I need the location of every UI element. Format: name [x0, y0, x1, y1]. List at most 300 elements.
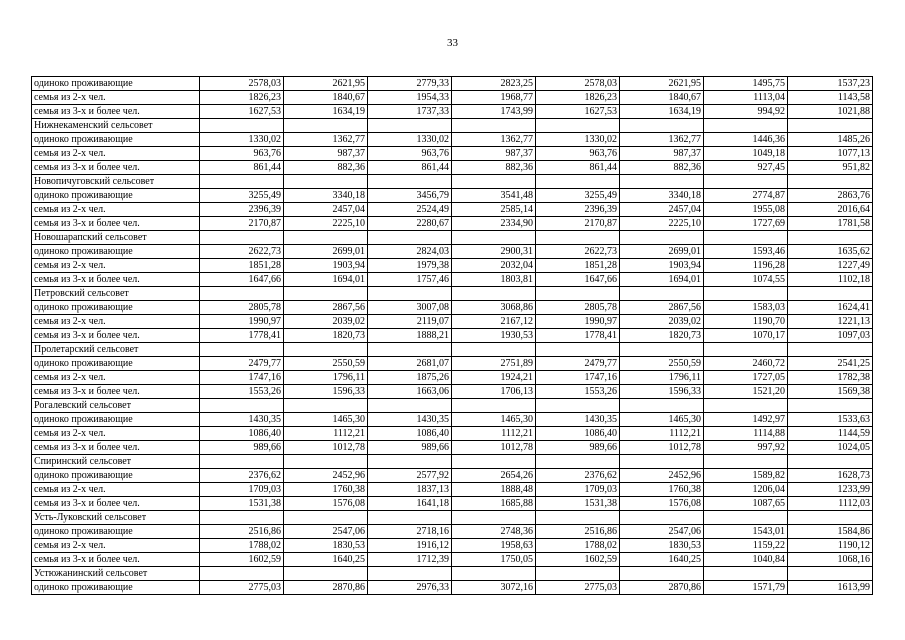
value-cell: 2170,87 — [536, 217, 620, 231]
empty-cell — [284, 175, 368, 189]
value-cell: 2225,10 — [620, 217, 704, 231]
value-cell: 1114,88 — [704, 427, 788, 441]
empty-cell — [200, 175, 284, 189]
empty-cell — [788, 175, 873, 189]
table-row — [32, 371, 873, 385]
value-cell: 1979,38 — [368, 259, 452, 273]
section-header-row — [32, 231, 873, 245]
empty-cell — [368, 399, 452, 413]
value-cell: 1737,33 — [368, 105, 452, 119]
value-cell: 1144,59 — [788, 427, 873, 441]
empty-cell — [368, 343, 452, 357]
empty-cell — [452, 175, 536, 189]
row-label: семья из 3-х и более чел. — [32, 441, 200, 455]
value-cell: 1430,35 — [368, 413, 452, 427]
value-cell: 1781,58 — [788, 217, 873, 231]
value-cell: 1760,38 — [620, 483, 704, 497]
empty-cell — [284, 119, 368, 133]
value-cell: 1485,26 — [788, 133, 873, 147]
value-cell: 1627,53 — [536, 105, 620, 119]
value-cell: 2039,02 — [284, 315, 368, 329]
empty-cell — [284, 231, 368, 245]
value-cell: 1727,05 — [704, 371, 788, 385]
empty-cell — [200, 399, 284, 413]
value-cell: 963,76 — [368, 147, 452, 161]
value-cell: 1685,88 — [452, 497, 536, 511]
value-cell: 1531,38 — [536, 497, 620, 511]
empty-cell — [704, 511, 788, 525]
value-cell: 2452,96 — [620, 469, 704, 483]
empty-cell — [620, 399, 704, 413]
value-cell: 1024,05 — [788, 441, 873, 455]
value-cell: 1190,12 — [788, 539, 873, 553]
value-cell: 1613,99 — [788, 581, 873, 595]
value-cell: 1584,86 — [788, 525, 873, 539]
table-row — [32, 357, 873, 371]
value-cell: 1492,97 — [704, 413, 788, 427]
value-cell: 1465,30 — [284, 413, 368, 427]
empty-cell — [536, 343, 620, 357]
value-cell: 2334,90 — [452, 217, 536, 231]
value-cell: 1430,35 — [536, 413, 620, 427]
value-cell: 1875,26 — [368, 371, 452, 385]
value-cell: 1640,25 — [620, 553, 704, 567]
table-row — [32, 483, 873, 497]
value-cell: 1743,99 — [452, 105, 536, 119]
empty-cell — [200, 231, 284, 245]
value-cell: 1826,23 — [536, 91, 620, 105]
section-title: Пролетарский сельсовет — [32, 343, 200, 357]
table-row — [32, 161, 873, 175]
value-cell: 1727,69 — [704, 217, 788, 231]
empty-cell — [536, 231, 620, 245]
value-cell: 2280,67 — [368, 217, 452, 231]
empty-cell — [620, 287, 704, 301]
value-cell: 3072,16 — [452, 581, 536, 595]
value-cell: 1694,01 — [620, 273, 704, 287]
value-cell: 1362,77 — [620, 133, 704, 147]
value-cell: 2823,25 — [452, 77, 536, 91]
value-cell: 1330,02 — [536, 133, 620, 147]
empty-cell — [368, 231, 452, 245]
row-label: семья из 2-х чел. — [32, 427, 200, 441]
value-cell: 2578,03 — [536, 77, 620, 91]
empty-cell — [368, 511, 452, 525]
section-title: Спиринский сельсовет — [32, 455, 200, 469]
empty-cell — [452, 399, 536, 413]
value-cell: 861,44 — [536, 161, 620, 175]
value-cell: 1569,38 — [788, 385, 873, 399]
value-cell: 2032,04 — [452, 259, 536, 273]
value-cell: 1465,30 — [452, 413, 536, 427]
empty-cell — [536, 455, 620, 469]
value-cell: 2547,06 — [620, 525, 704, 539]
row-label: семья из 3-х и более чел. — [32, 553, 200, 567]
value-cell: 2396,39 — [200, 203, 284, 217]
row-label: семья из 2-х чел. — [32, 483, 200, 497]
value-cell: 2863,76 — [788, 189, 873, 203]
value-cell: 2621,95 — [284, 77, 368, 91]
value-cell: 1113,04 — [704, 91, 788, 105]
value-cell: 2396,39 — [536, 203, 620, 217]
empty-cell — [704, 287, 788, 301]
value-cell: 2016,64 — [788, 203, 873, 217]
value-cell: 1635,62 — [788, 245, 873, 259]
value-cell: 1640,25 — [284, 553, 368, 567]
table-row — [32, 105, 873, 119]
value-cell: 1820,73 — [284, 329, 368, 343]
value-cell: 1990,97 — [200, 315, 284, 329]
value-cell: 1593,46 — [704, 245, 788, 259]
value-cell: 2870,86 — [620, 581, 704, 595]
value-cell: 1747,16 — [536, 371, 620, 385]
row-label: одиноко проживающие — [32, 77, 200, 91]
value-cell: 2775,03 — [200, 581, 284, 595]
value-cell: 1362,77 — [452, 133, 536, 147]
value-cell: 882,36 — [620, 161, 704, 175]
value-cell: 2681,07 — [368, 357, 452, 371]
value-cell: 2550,59 — [284, 357, 368, 371]
value-cell: 2621,95 — [620, 77, 704, 91]
row-label: семья из 3-х и более чел. — [32, 161, 200, 175]
value-cell: 2516,86 — [536, 525, 620, 539]
value-cell: 963,76 — [200, 147, 284, 161]
value-cell: 1757,46 — [368, 273, 452, 287]
value-cell: 3255,49 — [200, 189, 284, 203]
empty-cell — [620, 511, 704, 525]
table-row — [32, 469, 873, 483]
value-cell: 2547,06 — [284, 525, 368, 539]
value-cell: 882,36 — [452, 161, 536, 175]
value-cell: 1465,30 — [620, 413, 704, 427]
value-cell: 1012,78 — [452, 441, 536, 455]
value-cell: 1602,59 — [536, 553, 620, 567]
value-cell: 1543,01 — [704, 525, 788, 539]
value-cell: 2457,04 — [620, 203, 704, 217]
section-header-row — [32, 399, 873, 413]
value-cell: 2654,26 — [452, 469, 536, 483]
table-row — [32, 245, 873, 259]
value-cell: 2900,31 — [452, 245, 536, 259]
table-row — [32, 441, 873, 455]
value-cell: 1796,11 — [284, 371, 368, 385]
empty-cell — [284, 399, 368, 413]
value-cell: 1112,03 — [788, 497, 873, 511]
row-label: одиноко проживающие — [32, 413, 200, 427]
table-row — [32, 133, 873, 147]
empty-cell — [704, 119, 788, 133]
value-cell: 1624,41 — [788, 301, 873, 315]
value-cell: 1446,36 — [704, 133, 788, 147]
value-cell: 2622,73 — [200, 245, 284, 259]
empty-cell — [704, 567, 788, 581]
value-cell: 2622,73 — [536, 245, 620, 259]
value-cell: 1362,77 — [284, 133, 368, 147]
empty-cell — [200, 511, 284, 525]
value-cell: 2751,89 — [452, 357, 536, 371]
value-cell: 1553,26 — [536, 385, 620, 399]
row-label: одиноко проживающие — [32, 525, 200, 539]
empty-cell — [284, 567, 368, 581]
value-cell: 1837,13 — [368, 483, 452, 497]
value-cell: 987,37 — [284, 147, 368, 161]
empty-cell — [704, 231, 788, 245]
value-cell: 1663,06 — [368, 385, 452, 399]
value-cell: 1086,40 — [200, 427, 284, 441]
value-cell: 2170,87 — [200, 217, 284, 231]
row-label: семья из 3-х и более чел. — [32, 385, 200, 399]
value-cell: 1709,03 — [200, 483, 284, 497]
row-label: семья из 2-х чел. — [32, 259, 200, 273]
value-cell: 1087,65 — [704, 497, 788, 511]
value-cell: 1968,77 — [452, 91, 536, 105]
value-cell: 1227,49 — [788, 259, 873, 273]
value-cell: 2775,03 — [536, 581, 620, 595]
empty-cell — [536, 119, 620, 133]
table-row — [32, 413, 873, 427]
value-cell: 1706,13 — [452, 385, 536, 399]
value-cell: 2541,25 — [788, 357, 873, 371]
empty-cell — [620, 175, 704, 189]
empty-cell — [200, 119, 284, 133]
empty-cell — [620, 455, 704, 469]
value-cell: 2516,86 — [200, 525, 284, 539]
empty-cell — [620, 231, 704, 245]
empty-cell — [452, 343, 536, 357]
row-label: семья из 2-х чел. — [32, 91, 200, 105]
empty-cell — [788, 567, 873, 581]
value-cell: 1589,82 — [704, 469, 788, 483]
value-cell: 3340,18 — [284, 189, 368, 203]
value-cell: 1709,03 — [536, 483, 620, 497]
row-label: семья из 2-х чел. — [32, 315, 200, 329]
value-cell: 1930,53 — [452, 329, 536, 343]
value-cell: 861,44 — [200, 161, 284, 175]
value-cell: 1068,16 — [788, 553, 873, 567]
value-cell: 1190,70 — [704, 315, 788, 329]
value-cell: 2376,62 — [200, 469, 284, 483]
empty-cell — [788, 511, 873, 525]
empty-cell — [284, 511, 368, 525]
value-cell: 3340,18 — [620, 189, 704, 203]
table-row — [32, 273, 873, 287]
value-cell: 1196,28 — [704, 259, 788, 273]
empty-cell — [536, 511, 620, 525]
table-body — [32, 77, 873, 595]
value-cell: 2699,01 — [620, 245, 704, 259]
value-cell: 1694,01 — [284, 273, 368, 287]
value-cell: 1634,19 — [620, 105, 704, 119]
row-label: семья из 3-х и более чел. — [32, 329, 200, 343]
value-cell: 2460,72 — [704, 357, 788, 371]
section-header-row — [32, 119, 873, 133]
value-cell: 1851,28 — [200, 259, 284, 273]
value-cell: 1049,18 — [704, 147, 788, 161]
value-cell: 2779,33 — [368, 77, 452, 91]
section-title: Петровский сельсовет — [32, 287, 200, 301]
empty-cell — [284, 343, 368, 357]
row-label: семья из 2-х чел. — [32, 147, 200, 161]
empty-cell — [620, 343, 704, 357]
row-label: одиноко проживающие — [32, 133, 200, 147]
row-label: одиноко проживающие — [32, 469, 200, 483]
empty-cell — [452, 511, 536, 525]
value-cell: 1778,41 — [536, 329, 620, 343]
table-row — [32, 497, 873, 511]
page-number: 33 — [447, 37, 458, 49]
empty-cell — [368, 455, 452, 469]
value-cell: 1330,02 — [368, 133, 452, 147]
row-label: одиноко проживающие — [32, 245, 200, 259]
value-cell: 3255,49 — [536, 189, 620, 203]
value-cell: 1074,55 — [704, 273, 788, 287]
value-cell: 1747,16 — [200, 371, 284, 385]
value-cell: 2452,96 — [284, 469, 368, 483]
table-row — [32, 315, 873, 329]
value-cell: 1521,20 — [704, 385, 788, 399]
value-cell: 1430,35 — [200, 413, 284, 427]
value-cell: 1533,63 — [788, 413, 873, 427]
value-cell: 1143,58 — [788, 91, 873, 105]
empty-cell — [620, 119, 704, 133]
value-cell: 2376,62 — [536, 469, 620, 483]
empty-cell — [452, 455, 536, 469]
value-cell: 1788,02 — [200, 539, 284, 553]
table-row — [32, 385, 873, 399]
value-cell: 951,82 — [788, 161, 873, 175]
section-header-row — [32, 455, 873, 469]
empty-cell — [536, 175, 620, 189]
section-title: Рогалевский сельсовет — [32, 399, 200, 413]
value-cell: 3068,86 — [452, 301, 536, 315]
value-cell: 1206,04 — [704, 483, 788, 497]
row-label: одиноко проживающие — [32, 357, 200, 371]
value-cell: 1647,66 — [200, 273, 284, 287]
table-row — [32, 553, 873, 567]
row-label: семья из 2-х чел. — [32, 539, 200, 553]
empty-cell — [200, 567, 284, 581]
value-cell: 2976,33 — [368, 581, 452, 595]
section-header-row — [32, 511, 873, 525]
row-label: семья из 3-х и более чел. — [32, 497, 200, 511]
empty-cell — [788, 287, 873, 301]
table-row — [32, 147, 873, 161]
value-cell: 1627,53 — [200, 105, 284, 119]
empty-cell — [788, 455, 873, 469]
value-cell: 1958,63 — [452, 539, 536, 553]
value-cell: 1924,21 — [452, 371, 536, 385]
tariff-table — [31, 76, 873, 595]
value-cell: 2578,03 — [200, 77, 284, 91]
value-cell: 3007,08 — [368, 301, 452, 315]
value-cell: 1086,40 — [536, 427, 620, 441]
value-cell: 1888,48 — [452, 483, 536, 497]
value-cell: 1012,78 — [620, 441, 704, 455]
value-cell: 1778,41 — [200, 329, 284, 343]
value-cell: 1851,28 — [536, 259, 620, 273]
value-cell: 1628,73 — [788, 469, 873, 483]
table-row — [32, 525, 873, 539]
value-cell: 1102,18 — [788, 273, 873, 287]
value-cell: 1903,94 — [284, 259, 368, 273]
value-cell: 3456,79 — [368, 189, 452, 203]
value-cell: 1830,53 — [284, 539, 368, 553]
value-cell: 2805,78 — [200, 301, 284, 315]
row-label: одиноко проживающие — [32, 189, 200, 203]
empty-cell — [200, 343, 284, 357]
value-cell: 1233,99 — [788, 483, 873, 497]
empty-cell — [788, 231, 873, 245]
value-cell: 3541,48 — [452, 189, 536, 203]
value-cell: 1641,18 — [368, 497, 452, 511]
section-title: Нижнекаменский сельсовет — [32, 119, 200, 133]
empty-cell — [200, 287, 284, 301]
value-cell: 1760,38 — [284, 483, 368, 497]
empty-cell — [368, 567, 452, 581]
empty-cell — [368, 119, 452, 133]
empty-cell — [536, 287, 620, 301]
value-cell: 1040,84 — [704, 553, 788, 567]
empty-cell — [284, 287, 368, 301]
value-cell: 1576,08 — [284, 497, 368, 511]
value-cell: 1903,94 — [620, 259, 704, 273]
value-cell: 989,66 — [368, 441, 452, 455]
value-cell: 1916,12 — [368, 539, 452, 553]
value-cell: 1553,26 — [200, 385, 284, 399]
empty-cell — [368, 175, 452, 189]
value-cell: 1954,33 — [368, 91, 452, 105]
value-cell: 1112,21 — [620, 427, 704, 441]
value-cell: 2699,01 — [284, 245, 368, 259]
value-cell: 1571,79 — [704, 581, 788, 595]
empty-cell — [788, 343, 873, 357]
section-header-row — [32, 287, 873, 301]
value-cell: 1596,33 — [620, 385, 704, 399]
table-row — [32, 189, 873, 203]
value-cell: 1830,53 — [620, 539, 704, 553]
value-cell: 987,37 — [452, 147, 536, 161]
section-header-row — [32, 175, 873, 189]
value-cell: 1820,73 — [620, 329, 704, 343]
value-cell: 1221,13 — [788, 315, 873, 329]
section-title: Новопичуговский сельсовет — [32, 175, 200, 189]
value-cell: 1537,23 — [788, 77, 873, 91]
value-cell: 989,66 — [536, 441, 620, 455]
value-cell: 1796,11 — [620, 371, 704, 385]
table-row — [32, 539, 873, 553]
row-label: одиноко проживающие — [32, 581, 200, 595]
table-row — [32, 77, 873, 91]
value-cell: 1826,23 — [200, 91, 284, 105]
value-cell: 2774,87 — [704, 189, 788, 203]
row-label: семья из 2-х чел. — [32, 371, 200, 385]
value-cell: 1647,66 — [536, 273, 620, 287]
value-cell: 2119,07 — [368, 315, 452, 329]
value-cell: 1788,02 — [536, 539, 620, 553]
value-cell: 2550,59 — [620, 357, 704, 371]
value-cell: 882,36 — [284, 161, 368, 175]
value-cell: 1330,02 — [200, 133, 284, 147]
value-cell: 1112,21 — [284, 427, 368, 441]
value-cell: 1888,21 — [368, 329, 452, 343]
value-cell: 963,76 — [536, 147, 620, 161]
value-cell: 2479,77 — [200, 357, 284, 371]
value-cell: 2457,04 — [284, 203, 368, 217]
value-cell: 1531,38 — [200, 497, 284, 511]
value-cell: 1602,59 — [200, 553, 284, 567]
value-cell: 994,92 — [704, 105, 788, 119]
value-cell: 2479,77 — [536, 357, 620, 371]
